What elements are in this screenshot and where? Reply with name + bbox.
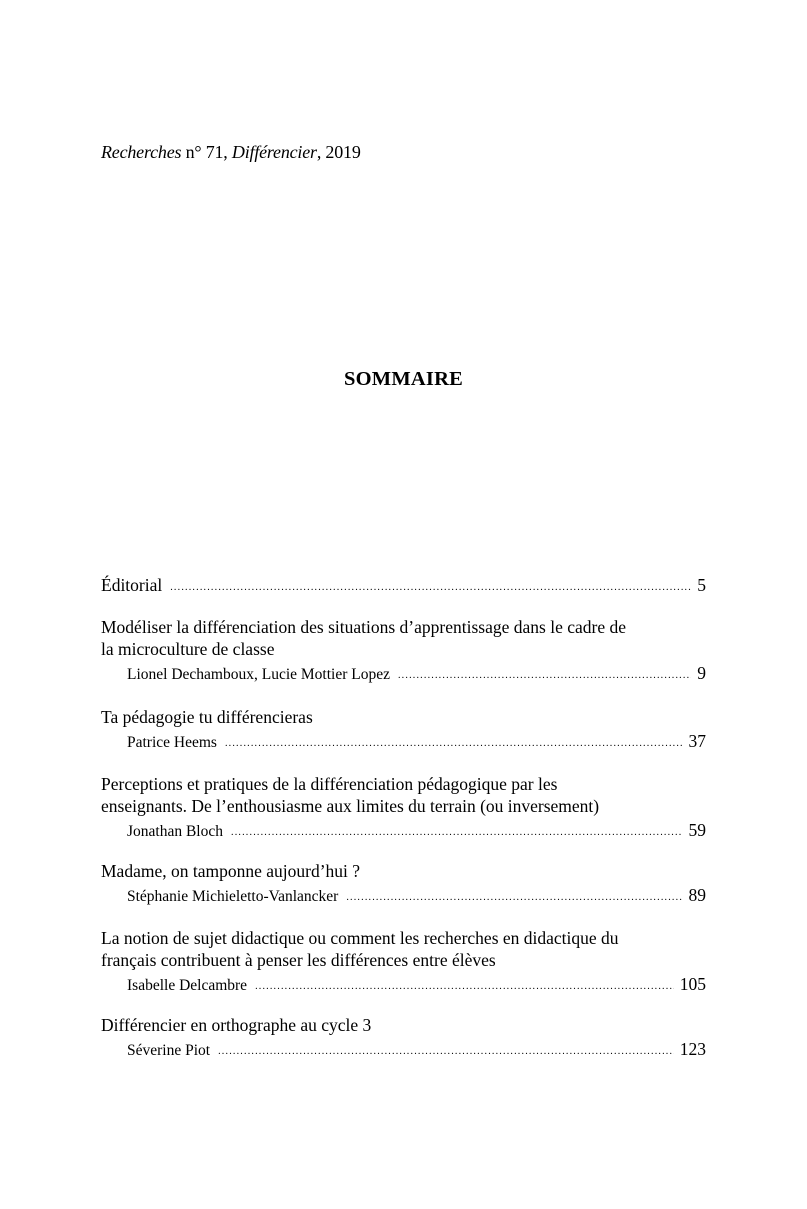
toc-author-line — [101, 1036, 706, 1062]
toc-entry-title: Perceptions et pratiques de la différenciation pédagogique par les — [101, 774, 558, 794]
journal-header — [101, 142, 361, 163]
toc-author-line — [101, 817, 706, 843]
toc-page-number: 37 — [688, 731, 706, 751]
toc-entry-title: Différencier en orthographe au cycle 3 — [101, 1015, 372, 1035]
toc-entry — [101, 773, 706, 843]
dot-leader — [225, 731, 683, 757]
toc-entry — [101, 1014, 706, 1062]
toc-entry-title: Éditorial — [101, 575, 163, 595]
toc-page-number: 123 — [679, 1039, 706, 1059]
dot-leader — [255, 974, 674, 1000]
toc-entry-title: Madame, on tamponne aujourd’hui ? — [101, 861, 361, 881]
toc-entry-title: enseignants. De l’enthousiasme aux limites du terrain (ou inversement) — [101, 796, 600, 816]
toc-page-number: 105 — [679, 974, 706, 994]
toc-entry — [101, 860, 706, 908]
dot-leader — [170, 575, 691, 601]
toc-author-line — [101, 971, 706, 997]
toc-entry-author: Jonathan Bloch — [127, 823, 223, 840]
dot-leader — [398, 663, 691, 689]
issue-year: , 2019 — [316, 142, 361, 162]
toc-entry-author: Patrice Heems — [127, 734, 217, 751]
toc-entry-title: La notion de sujet didactique ou comment les recherches en didactique du — [101, 928, 619, 948]
toc-author-line — [101, 882, 706, 908]
toc-page-number: 59 — [688, 820, 706, 840]
toc-entry-author: Stéphanie Michieletto-Vanlancker — [127, 888, 339, 905]
toc-entry-title: Modéliser la différenciation des situations d’apprentissage dans le cadre de — [101, 617, 626, 637]
toc-entry-author: Séverine Piot — [127, 1042, 211, 1059]
issue-theme: Différencier — [231, 142, 317, 162]
toc-entry-title: Ta pédagogie tu différencieras — [101, 707, 313, 727]
toc-author-line — [101, 660, 706, 686]
page-title: SOMMAIRE — [344, 368, 463, 390]
dot-leader — [231, 820, 683, 846]
toc-entry-author: Lionel Dechamboux, Lucie Mottier Lopez — [127, 666, 390, 683]
toc-author-line — [101, 728, 706, 754]
toc-entry — [101, 706, 706, 754]
toc-entry-author: Isabelle Delcambre — [127, 977, 248, 994]
toc-entry — [101, 616, 706, 686]
toc-entry — [101, 927, 706, 997]
toc-entry-title: français contribuent à penser les différences entre élèves — [101, 950, 496, 970]
dot-leader — [346, 885, 682, 911]
toc-page-number: 9 — [697, 663, 706, 683]
dot-leader — [218, 1039, 674, 1065]
toc-page-number: 5 — [697, 575, 706, 595]
issue-number: n° 71, — [185, 142, 228, 162]
journal-name: Recherches — [101, 142, 182, 162]
toc-page-number: 89 — [688, 885, 706, 905]
toc-entry-title: la microculture de classe — [101, 639, 275, 659]
toc-entry-line — [101, 572, 706, 598]
toc-entry-editorial — [101, 572, 706, 598]
